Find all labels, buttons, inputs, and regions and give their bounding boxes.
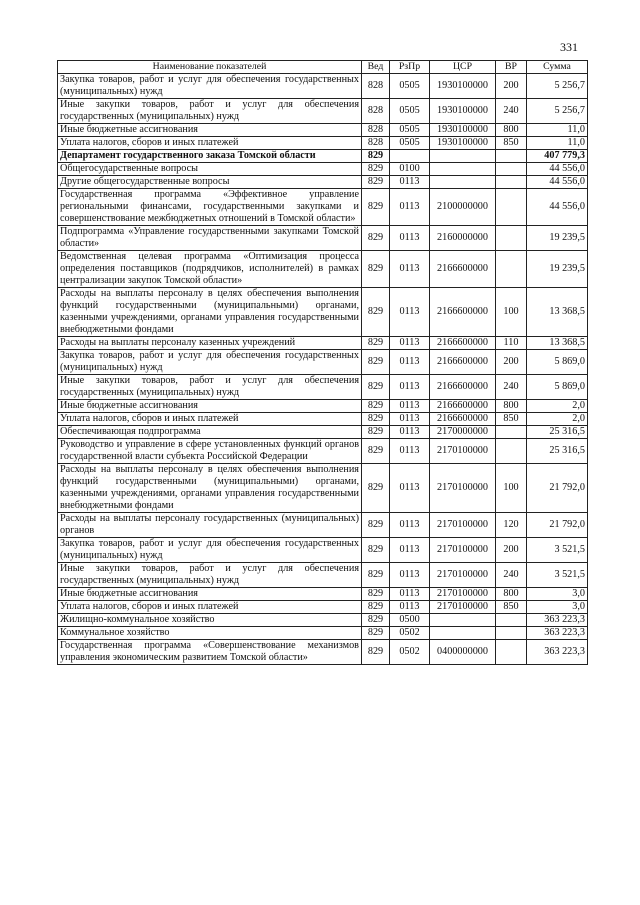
table-row bbox=[58, 99, 588, 124]
cell-sum: 5 869,0 bbox=[527, 375, 588, 400]
table-row bbox=[58, 627, 588, 640]
cell-sum: 21 792,0 bbox=[527, 513, 588, 538]
cell-vr bbox=[496, 176, 527, 189]
table-row bbox=[58, 150, 588, 163]
cell-rzpr: 0113 bbox=[390, 337, 430, 350]
cell-csr bbox=[430, 150, 496, 163]
cell-name: Расходы на выплаты персоналу государственных (муниципальных) органов bbox=[58, 513, 362, 538]
table-row bbox=[58, 614, 588, 627]
table-body bbox=[58, 74, 588, 665]
cell-name: Уплата налогов, сборов и иных платежей bbox=[58, 413, 362, 426]
cell-sum: 363 223,3 bbox=[527, 627, 588, 640]
cell-vr: 120 bbox=[496, 513, 527, 538]
cell-ved: 829 bbox=[362, 513, 390, 538]
cell-name: Государственная программа «Эффективное управление региональными финансами, государственными закупками и совершенствование межбюджетных отношений в Томской области» bbox=[58, 189, 362, 226]
cell-name: Государственная программа «Совершенствование механизмов управления экономическим развитием Томской области» bbox=[58, 640, 362, 665]
cell-vr bbox=[496, 614, 527, 627]
cell-rzpr: 0113 bbox=[390, 176, 430, 189]
cell-csr: 2170100000 bbox=[430, 588, 496, 601]
cell-vr: 200 bbox=[496, 74, 527, 99]
cell-ved: 829 bbox=[362, 601, 390, 614]
cell-csr: 0400000000 bbox=[430, 640, 496, 665]
table-row bbox=[58, 413, 588, 426]
cell-vr: 240 bbox=[496, 563, 527, 588]
cell-ved: 829 bbox=[362, 350, 390, 375]
cell-sum: 11,0 bbox=[527, 137, 588, 150]
cell-sum: 19 239,5 bbox=[527, 251, 588, 288]
cell-sum: 5 256,7 bbox=[527, 74, 588, 99]
table-row bbox=[58, 400, 588, 413]
cell-name: Руководство и управление в сфере установленных функций органов государственной власти субъекта Российской Федерации bbox=[58, 439, 362, 464]
table-row bbox=[58, 426, 588, 439]
table-row bbox=[58, 588, 588, 601]
cell-vr bbox=[496, 627, 527, 640]
cell-ved: 828 bbox=[362, 137, 390, 150]
header-sum: Сумма bbox=[527, 61, 588, 74]
cell-csr: 2170100000 bbox=[430, 464, 496, 513]
page-number: 331 bbox=[560, 40, 578, 54]
cell-csr: 2170100000 bbox=[430, 563, 496, 588]
cell-vr bbox=[496, 426, 527, 439]
cell-name: Департамент государственного заказа Томской области bbox=[58, 150, 362, 163]
cell-csr bbox=[430, 614, 496, 627]
cell-vr: 800 bbox=[496, 588, 527, 601]
table-row bbox=[58, 189, 588, 226]
table-row bbox=[58, 439, 588, 464]
cell-csr bbox=[430, 163, 496, 176]
table-row bbox=[58, 74, 588, 99]
cell-name: Ведомственная целевая программа «Оптимизация процесса определения поставщиков (подрядчиков, исполнителей) в рамках централизации закупок Томской области» bbox=[58, 251, 362, 288]
cell-csr: 2100000000 bbox=[430, 189, 496, 226]
cell-sum: 2,0 bbox=[527, 400, 588, 413]
cell-sum: 3 521,5 bbox=[527, 538, 588, 563]
cell-sum: 3,0 bbox=[527, 601, 588, 614]
cell-ved: 829 bbox=[362, 563, 390, 588]
cell-vr: 100 bbox=[496, 464, 527, 513]
cell-sum: 13 368,5 bbox=[527, 337, 588, 350]
cell-rzpr: 0113 bbox=[390, 350, 430, 375]
cell-sum: 44 556,0 bbox=[527, 163, 588, 176]
cell-name: Расходы на выплаты персоналу в целях обеспечения выполнения функций государственными (муниципальными) органами, казенными учреждениями, органами управления государственными внебюджетными фондами bbox=[58, 464, 362, 513]
cell-csr: 1930100000 bbox=[430, 74, 496, 99]
cell-csr: 2166600000 bbox=[430, 375, 496, 400]
cell-rzpr: 0113 bbox=[390, 288, 430, 337]
cell-csr: 2170100000 bbox=[430, 538, 496, 563]
cell-sum: 25 316,5 bbox=[527, 439, 588, 464]
header-vr: ВР bbox=[496, 61, 527, 74]
cell-ved: 829 bbox=[362, 439, 390, 464]
cell-ved: 829 bbox=[362, 614, 390, 627]
cell-name: Общегосударственные вопросы bbox=[58, 163, 362, 176]
cell-sum: 3 521,5 bbox=[527, 563, 588, 588]
table-row bbox=[58, 163, 588, 176]
cell-rzpr: 0113 bbox=[390, 439, 430, 464]
cell-name: Закупка товаров, работ и услуг для обеспечения государственных (муниципальных) нужд bbox=[58, 538, 362, 563]
cell-csr: 2170100000 bbox=[430, 439, 496, 464]
cell-csr: 2166600000 bbox=[430, 251, 496, 288]
cell-sum: 25 316,5 bbox=[527, 426, 588, 439]
cell-rzpr: 0100 bbox=[390, 163, 430, 176]
cell-csr: 2166600000 bbox=[430, 413, 496, 426]
cell-ved: 829 bbox=[362, 251, 390, 288]
cell-rzpr: 0113 bbox=[390, 226, 430, 251]
cell-ved: 829 bbox=[362, 176, 390, 189]
cell-rzpr: 0113 bbox=[390, 563, 430, 588]
cell-ved: 829 bbox=[362, 226, 390, 251]
cell-sum: 21 792,0 bbox=[527, 464, 588, 513]
cell-csr: 1930100000 bbox=[430, 124, 496, 137]
cell-vr bbox=[496, 640, 527, 665]
cell-name: Расходы на выплаты персоналу в целях обеспечения выполнения функций государственными (муниципальными) органами, казенными учреждениями, органами управления государственными внебюджетными фондами bbox=[58, 288, 362, 337]
cell-sum: 363 223,3 bbox=[527, 640, 588, 665]
cell-name: Коммунальное хозяйство bbox=[58, 627, 362, 640]
cell-sum: 44 556,0 bbox=[527, 176, 588, 189]
header-csr: ЦСР bbox=[430, 61, 496, 74]
cell-rzpr: 0113 bbox=[390, 538, 430, 563]
cell-sum: 19 239,5 bbox=[527, 226, 588, 251]
cell-name: Уплата налогов, сборов и иных платежей bbox=[58, 137, 362, 150]
cell-ved: 828 bbox=[362, 124, 390, 137]
cell-ved: 828 bbox=[362, 74, 390, 99]
cell-vr: 240 bbox=[496, 375, 527, 400]
table-row bbox=[58, 226, 588, 251]
cell-ved: 829 bbox=[362, 413, 390, 426]
cell-vr bbox=[496, 189, 527, 226]
cell-vr: 800 bbox=[496, 400, 527, 413]
cell-name: Иные закупки товаров, работ и услуг для обеспечения государственных (муниципальных) нужд bbox=[58, 563, 362, 588]
cell-vr: 240 bbox=[496, 99, 527, 124]
cell-csr: 2170100000 bbox=[430, 601, 496, 614]
cell-rzpr: 0502 bbox=[390, 627, 430, 640]
cell-csr: 2166600000 bbox=[430, 350, 496, 375]
cell-rzpr: 0113 bbox=[390, 375, 430, 400]
cell-sum: 363 223,3 bbox=[527, 614, 588, 627]
cell-ved: 829 bbox=[362, 588, 390, 601]
table-row bbox=[58, 640, 588, 665]
cell-ved: 829 bbox=[362, 464, 390, 513]
cell-vr: 850 bbox=[496, 413, 527, 426]
table-row bbox=[58, 337, 588, 350]
cell-ved: 829 bbox=[362, 640, 390, 665]
cell-csr: 2160000000 bbox=[430, 226, 496, 251]
cell-vr: 850 bbox=[496, 601, 527, 614]
cell-name: Расходы на выплаты персоналу казенных учреждений bbox=[58, 337, 362, 350]
cell-ved: 829 bbox=[362, 337, 390, 350]
cell-rzpr: 0502 bbox=[390, 640, 430, 665]
cell-rzpr: 0500 bbox=[390, 614, 430, 627]
cell-rzpr: 0113 bbox=[390, 413, 430, 426]
cell-rzpr: 0113 bbox=[390, 601, 430, 614]
cell-name: Иные бюджетные ассигнования bbox=[58, 124, 362, 137]
cell-csr bbox=[430, 176, 496, 189]
cell-vr bbox=[496, 251, 527, 288]
cell-vr bbox=[496, 226, 527, 251]
table-row bbox=[58, 288, 588, 337]
cell-vr: 850 bbox=[496, 137, 527, 150]
cell-rzpr: 0113 bbox=[390, 400, 430, 413]
cell-csr: 2170000000 bbox=[430, 426, 496, 439]
cell-name: Другие общегосударственные вопросы bbox=[58, 176, 362, 189]
cell-name: Жилищно-коммунальное хозяйство bbox=[58, 614, 362, 627]
cell-ved: 829 bbox=[362, 627, 390, 640]
header-rzpr: РзПр bbox=[390, 61, 430, 74]
cell-rzpr: 0505 bbox=[390, 124, 430, 137]
cell-rzpr: 0113 bbox=[390, 513, 430, 538]
cell-name: Обеспечивающая подпрограмма bbox=[58, 426, 362, 439]
cell-name: Иные закупки товаров, работ и услуг для обеспечения государственных (муниципальных) нужд bbox=[58, 375, 362, 400]
cell-name: Иные бюджетные ассигнования bbox=[58, 400, 362, 413]
cell-name: Уплата налогов, сборов и иных платежей bbox=[58, 601, 362, 614]
cell-csr: 1930100000 bbox=[430, 137, 496, 150]
cell-name: Иные закупки товаров, работ и услуг для обеспечения государственных (муниципальных) нужд bbox=[58, 99, 362, 124]
header-name: Наименование показателей bbox=[58, 61, 362, 74]
cell-ved: 829 bbox=[362, 288, 390, 337]
cell-ved: 829 bbox=[362, 400, 390, 413]
cell-rzpr: 0113 bbox=[390, 426, 430, 439]
table-row bbox=[58, 350, 588, 375]
table-row bbox=[58, 513, 588, 538]
cell-name: Подпрограмма «Управление государственными закупками Томской области» bbox=[58, 226, 362, 251]
cell-csr: 2166600000 bbox=[430, 337, 496, 350]
cell-ved: 829 bbox=[362, 375, 390, 400]
cell-vr: 800 bbox=[496, 124, 527, 137]
cell-rzpr: 0113 bbox=[390, 189, 430, 226]
table-header-row bbox=[58, 61, 588, 74]
cell-vr bbox=[496, 439, 527, 464]
cell-vr: 200 bbox=[496, 350, 527, 375]
table-row bbox=[58, 124, 588, 137]
cell-sum: 2,0 bbox=[527, 413, 588, 426]
cell-vr: 110 bbox=[496, 337, 527, 350]
table-row bbox=[58, 538, 588, 563]
table-row bbox=[58, 251, 588, 288]
cell-sum: 44 556,0 bbox=[527, 189, 588, 226]
cell-name: Закупка товаров, работ и услуг для обеспечения государственных (муниципальных) нужд bbox=[58, 74, 362, 99]
cell-sum: 407 779,3 bbox=[527, 150, 588, 163]
cell-rzpr: 0113 bbox=[390, 588, 430, 601]
cell-sum: 3,0 bbox=[527, 588, 588, 601]
cell-ved: 829 bbox=[362, 189, 390, 226]
header-ved: Вед bbox=[362, 61, 390, 74]
cell-vr bbox=[496, 163, 527, 176]
cell-rzpr: 0505 bbox=[390, 74, 430, 99]
cell-vr bbox=[496, 150, 527, 163]
cell-csr: 2166600000 bbox=[430, 288, 496, 337]
cell-vr: 200 bbox=[496, 538, 527, 563]
cell-rzpr: 0505 bbox=[390, 137, 430, 150]
cell-csr: 2170100000 bbox=[430, 513, 496, 538]
cell-csr: 2166600000 bbox=[430, 400, 496, 413]
cell-rzpr bbox=[390, 150, 430, 163]
cell-sum: 11,0 bbox=[527, 124, 588, 137]
cell-ved: 829 bbox=[362, 426, 390, 439]
cell-sum: 5 869,0 bbox=[527, 350, 588, 375]
table-row bbox=[58, 137, 588, 150]
cell-ved: 829 bbox=[362, 163, 390, 176]
table-row bbox=[58, 601, 588, 614]
cell-rzpr: 0113 bbox=[390, 251, 430, 288]
table-row bbox=[58, 176, 588, 189]
table-row bbox=[58, 563, 588, 588]
cell-sum: 5 256,7 bbox=[527, 99, 588, 124]
cell-ved: 828 bbox=[362, 99, 390, 124]
cell-name: Закупка товаров, работ и услуг для обеспечения государственных (муниципальных) нужд bbox=[58, 350, 362, 375]
cell-rzpr: 0113 bbox=[390, 464, 430, 513]
cell-csr: 1930100000 bbox=[430, 99, 496, 124]
cell-name: Иные бюджетные ассигнования bbox=[58, 588, 362, 601]
cell-rzpr: 0505 bbox=[390, 99, 430, 124]
cell-csr bbox=[430, 627, 496, 640]
table-row bbox=[58, 464, 588, 513]
cell-vr: 100 bbox=[496, 288, 527, 337]
cell-ved: 829 bbox=[362, 538, 390, 563]
cell-ved: 829 bbox=[362, 150, 390, 163]
budget-table bbox=[57, 60, 588, 665]
cell-sum: 13 368,5 bbox=[527, 288, 588, 337]
table-row bbox=[58, 375, 588, 400]
